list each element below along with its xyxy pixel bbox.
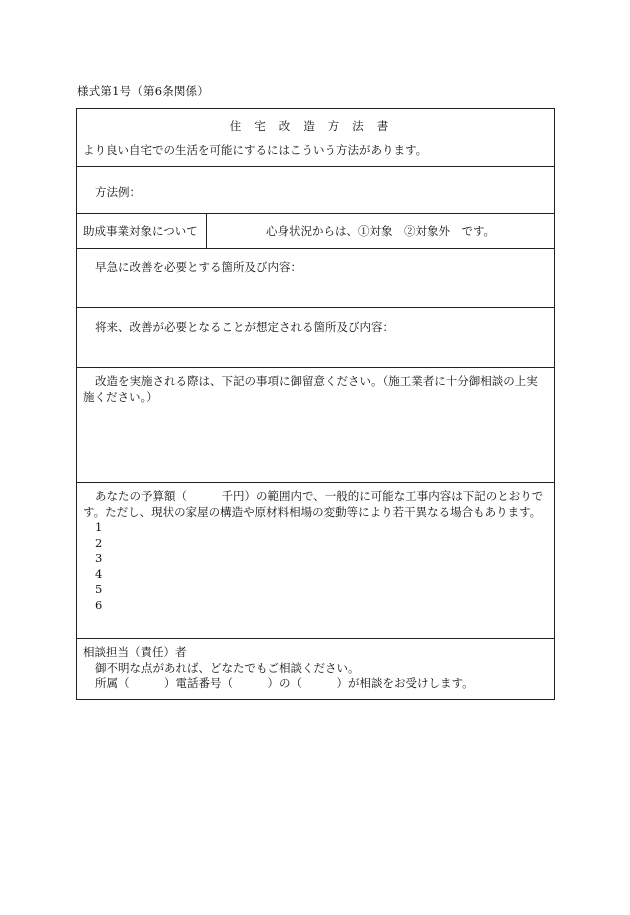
method-example-label: 方法例：	[95, 185, 141, 199]
budget-section	[77, 482, 554, 638]
contact-line-1: 御不明な点があれば、どなたでもご相談ください。	[95, 660, 360, 675]
subsidy-label: 助成事業対象について	[77, 214, 207, 248]
housing-renovation-form	[76, 108, 555, 700]
contact-section	[77, 638, 554, 699]
future-improvement-section	[77, 307, 554, 367]
contact-line-2: 所属（ ）電話番号（ ）の（ ）が相談をお受けします。	[95, 676, 474, 690]
list-item: 6	[95, 597, 103, 612]
contact-heading: 相談担当（責任）者	[83, 645, 187, 659]
budget-text: あなたの予算額（ 千円）の範囲内で、一般的に可能な工事内容は下記のとおりです。ただし、現状の家屋の構造や原材料相場の変動等により若干異なる場合もあります。	[83, 489, 544, 519]
list-item: 4	[95, 566, 103, 581]
document-title: 住宅改造方法書	[229, 119, 402, 133]
form-number-label: 様式第1号（第6条関係）	[77, 84, 210, 98]
future-improvement-label: 将来、改善が必要となることが想定される箇所及び内容：	[95, 320, 394, 334]
list-item: 3	[95, 551, 103, 565]
subsidy-section	[77, 213, 554, 248]
budget-item-list	[77, 520, 554, 613]
intro-text: より良い自宅での生活を可能にするにはこういう方法があります。	[83, 143, 428, 157]
title-section	[77, 109, 554, 166]
urgent-improvement-label: 早急に改善を必要とする箇所及び内容：	[95, 260, 302, 274]
urgent-improvement-section	[77, 248, 554, 307]
subsidy-value: 心身状況からは、①対象 ②対象外 です。	[265, 224, 496, 238]
list-item: 1	[95, 520, 103, 534]
method-example-section	[77, 166, 554, 213]
list-item: 5	[95, 582, 103, 596]
notice-section	[77, 367, 554, 482]
list-item: 2	[95, 535, 103, 550]
notice-text: 改造を実施される際は、下記の事項に御留意ください。（施工業者に十分御相談の上実施ください。）	[83, 374, 538, 404]
